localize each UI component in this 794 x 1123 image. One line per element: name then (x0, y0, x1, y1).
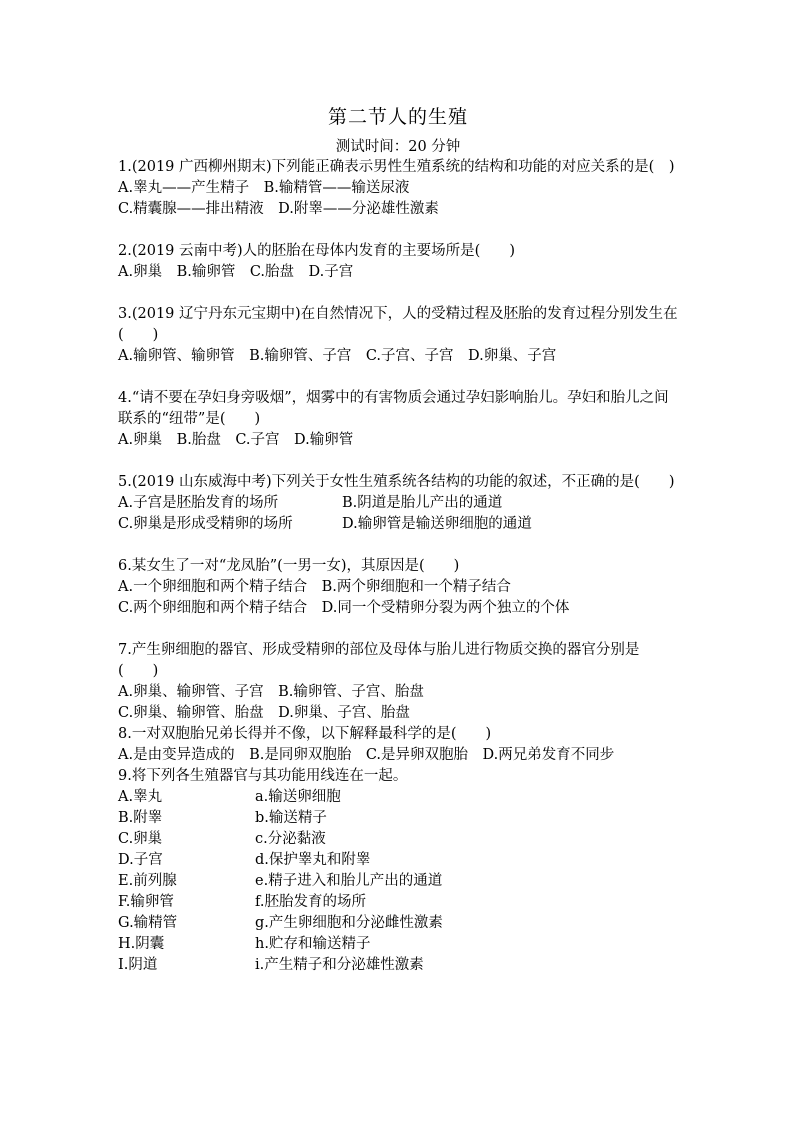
question-3 (118, 304, 678, 367)
organ-label: E.前列腺 (118, 873, 177, 889)
function-label: g.产生卵细胞和分泌雌性激素 (255, 915, 443, 931)
organ-label: G.输精管 (118, 915, 178, 931)
function-label: h.贮存和输送精子 (255, 936, 371, 952)
function-label: d.保护睾丸和附睾 (255, 852, 371, 868)
question-stem: 4.“请不要在孕妇身旁吸烟”，烟雾中的有害物质会通过孕妇影响胎儿。孕妇和胎儿之间联系的“纽带”是( ) (118, 390, 669, 427)
function-label: c.分泌黏液 (255, 831, 326, 847)
organ-label: C.卵巢 (118, 831, 163, 847)
question-9 (118, 766, 678, 976)
organ-label: D.子宫 (118, 852, 163, 868)
match-row (118, 955, 678, 976)
question-4 (118, 388, 678, 451)
match-row (118, 871, 678, 892)
options-row (118, 493, 678, 514)
function-label: a.输送卵细胞 (255, 789, 341, 805)
question-stem: 6.某女生了一对“龙凤胎”(一男一女)，其原因是( ) (118, 558, 460, 574)
worksheet (118, 102, 678, 976)
question-8 (118, 724, 678, 766)
options-row: C.两个卵细胞和两个精子结合 D.同一个受精卵分裂为两个独立的个体 (118, 600, 570, 616)
organ-label: I.阴道 (118, 957, 158, 973)
question-stem: 7.产生卵细胞的器官、形成受精卵的部位及母体与胎儿进行物质交换的器官分别是( ) (118, 642, 640, 679)
organ-label: B.附睾 (118, 810, 163, 826)
question-stem: 3.(2019 辽宁丹东元宝期中)在自然情况下，人的受精过程及胚胎的发育过程分别发生在( ) (118, 306, 678, 343)
options-row (118, 514, 678, 535)
option-b: B.阴道是胎儿产出的通道 (342, 495, 503, 511)
function-label: f.胚胎发育的场所 (255, 894, 366, 910)
options-row: C.卵巢、输卵管、胎盘 D.卵巢、子宫、胎盘 (118, 705, 410, 721)
options-row: A.卵巢 B.胎盘 C.子宫 D.输卵管 (118, 432, 354, 448)
question-stem: 1.(2019 广西柳州期末)下列能正确表示男性生殖系统的结构和功能的对应关系的是( ) (118, 159, 675, 175)
question-stem: 8.一对双胞胎兄弟长得并不像，以下解释最科学的是( ) (118, 726, 492, 742)
match-row (118, 787, 678, 808)
question-stem: 9.将下列各生殖器官与其功能用线连在一起。 (118, 768, 408, 784)
option-c: C.卵巢是形成受精卵的场所 (118, 516, 293, 532)
organ-label: F.输卵管 (118, 894, 174, 910)
options-row: A.输卵管、输卵管 B.输卵管、子宫 C.子宫、子宫 D.卵巢、子宫 (118, 348, 557, 364)
options-row: A.是由变异造成的 B.是同卵双胞胎 C.是异卵双胞胎 D.两兄弟发育不同步 (118, 747, 615, 763)
organ-label: H.阴囊 (118, 936, 165, 952)
question-5 (118, 472, 678, 535)
match-row (118, 829, 678, 850)
function-label: b.输送精子 (255, 810, 327, 826)
question-7 (118, 640, 678, 724)
organ-label: A.睾丸 (118, 789, 163, 805)
option-a: A.子宫是胚胎发育的场所 (118, 495, 279, 511)
function-label: i.产生精子和分泌雄性激素 (255, 957, 424, 973)
options-row: A.卵巢 B.输卵管 C.胎盘 D.子宫 (118, 264, 354, 280)
match-row (118, 850, 678, 871)
question-1 (118, 157, 678, 220)
match-row (118, 913, 678, 934)
options-row: A.卵巢、输卵管、子宫 B.输卵管、子宫、胎盘 (118, 684, 424, 700)
options-row: A.一个卵细胞和两个精子结合 B.两个卵细胞和一个精子结合 (118, 579, 511, 595)
question-6 (118, 556, 678, 619)
option-d: D.输卵管是输送卵细胞的通道 (342, 516, 532, 532)
match-row (118, 892, 678, 913)
options-row: A.睾丸——产生精子 B.输精管——输送尿液 (118, 180, 410, 196)
question-stem: 2.(2019 云南中考)人的胚胎在母体内发育的主要场所是( ) (118, 243, 515, 259)
match-row (118, 808, 678, 829)
match-row (118, 934, 678, 955)
options-row: C.精囊腺——排出精液 D.附睾——分泌雄性激素 (118, 201, 439, 217)
question-2 (118, 241, 678, 283)
question-stem: 5.(2019 山东威海中考)下列关于女性生殖系统各结构的功能的叙述，不正确的是( ) (118, 474, 675, 490)
test-time: 测试时间：20 分钟 (335, 139, 461, 155)
page-title: 第二节人的生殖 (327, 106, 468, 128)
function-label: e.精子进入和胎儿产出的通道 (255, 873, 443, 889)
